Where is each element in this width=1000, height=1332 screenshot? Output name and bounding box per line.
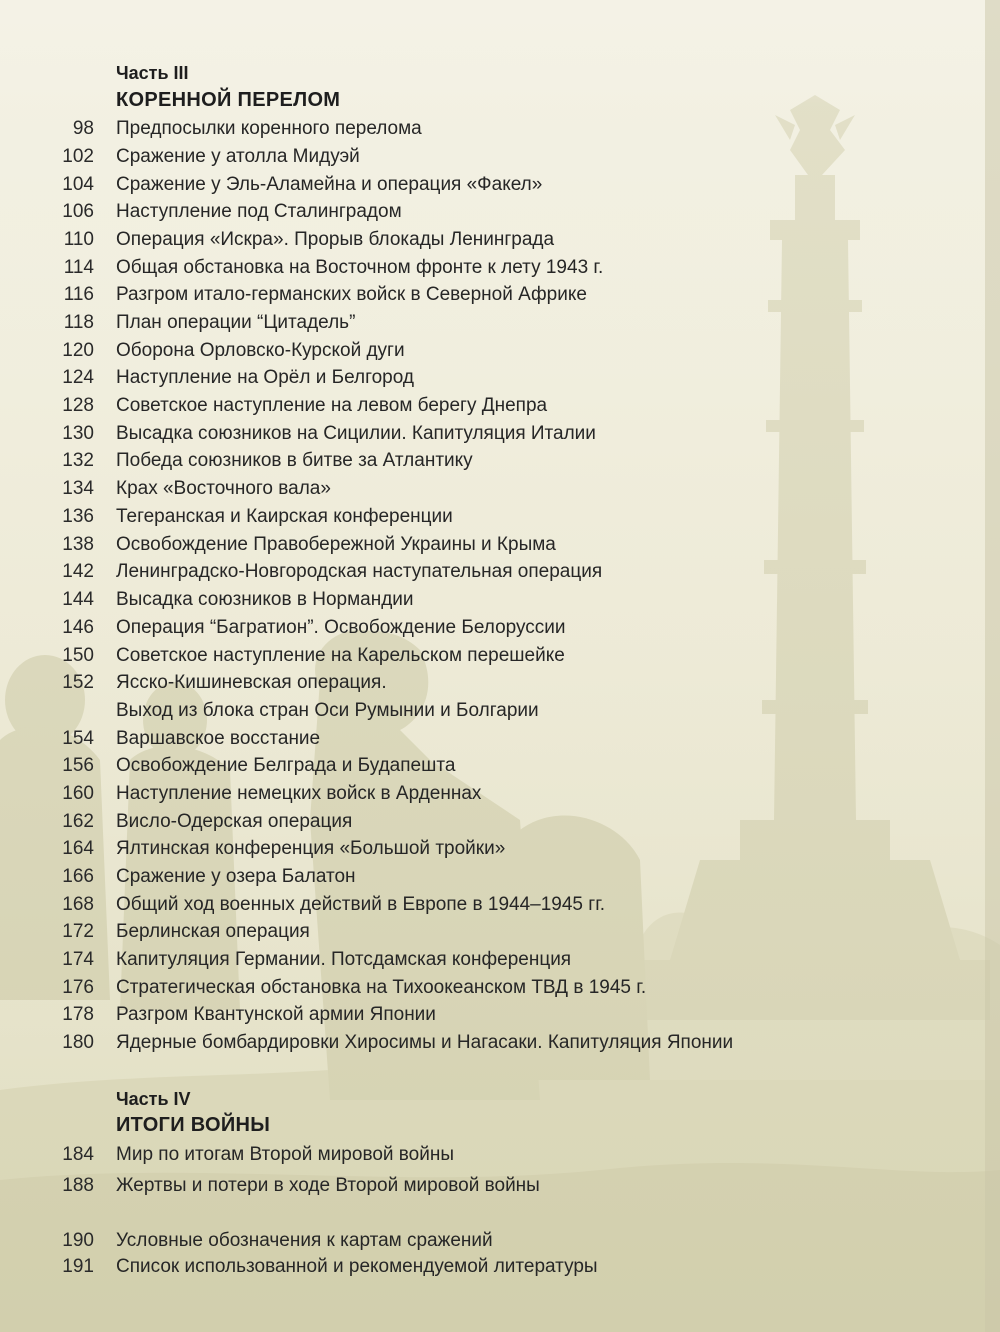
page-number: 184 — [62, 1144, 94, 1165]
entry-title: План операции “Цитадель” — [116, 312, 356, 333]
toc-entry[interactable] — [0, 447, 1000, 475]
entry-title: Висло-Одерская операция — [116, 811, 353, 832]
toc-entry[interactable] — [0, 254, 1000, 282]
entry-title: Стратегическая обстановка на Тихоокеанском ТВД в 1945 г. — [116, 977, 647, 998]
entry-title: Список использованной и рекомендуемой литературы — [116, 1256, 598, 1277]
page-number: 144 — [62, 589, 94, 610]
toc-entry[interactable] — [0, 281, 1000, 309]
entry-title: Советское наступление на Карельском перешейке — [116, 645, 565, 666]
toc-entry[interactable] — [0, 337, 1000, 365]
page-number: 154 — [62, 728, 94, 749]
entry-title: Наступление под Сталинградом — [116, 201, 402, 222]
page-number: 172 — [62, 921, 94, 942]
toc-entry[interactable] — [0, 171, 1000, 199]
part-3-title: КОРЕННОЙ ПЕРЕЛОМ — [116, 89, 341, 111]
part-3-label: Часть III — [116, 63, 189, 83]
toc-entry[interactable] — [0, 614, 1000, 642]
page-number: 174 — [62, 949, 94, 970]
toc-entry[interactable] — [0, 780, 1000, 808]
toc-entry[interactable] — [0, 891, 1000, 919]
toc-entry[interactable] — [0, 226, 1000, 254]
toc-entry[interactable] — [0, 669, 1000, 697]
entry-title: Высадка союзников на Сицилии. Капитуляция Италии — [116, 423, 596, 444]
entry-title: Ядерные бомбардировки Хиросимы и Нагасаки. Капитуляция Японии — [116, 1032, 734, 1053]
page-number: 114 — [63, 257, 94, 278]
toc-entry[interactable] — [0, 392, 1000, 420]
toc-entry[interactable] — [0, 143, 1000, 171]
page-number: 102 — [62, 146, 94, 167]
page-number: 132 — [62, 450, 94, 471]
entry-title: Мир по итогам Второй мировой войны — [116, 1144, 454, 1165]
toc-entry[interactable] — [0, 1172, 1000, 1200]
page-number: 188 — [62, 1175, 94, 1196]
toc-entry[interactable] — [0, 1227, 1000, 1255]
toc-entry[interactable] — [0, 918, 1000, 946]
entry-title: Оборона Орловско-Курской дуги — [116, 340, 405, 361]
entry-title: Варшавское восстание — [116, 728, 321, 749]
page-number: 110 — [63, 229, 94, 250]
entry-title: Жертвы и потери в ходе Второй мировой войны — [116, 1175, 540, 1196]
entry-title: Условные обозначения к картам сражений — [116, 1230, 493, 1251]
toc-entry[interactable] — [0, 808, 1000, 836]
page-number: 128 — [62, 395, 94, 416]
toc-entry[interactable] — [0, 1141, 1000, 1169]
page-number: 98 — [72, 118, 94, 139]
entry-title: Высадка союзников в Нормандии — [116, 589, 414, 610]
toc-entry[interactable] — [0, 752, 1000, 780]
toc-entry[interactable] — [0, 531, 1000, 559]
entry-title: Ялтинская конференция «Большой тройки» — [116, 838, 506, 859]
entry-title: Наступление немецких войск в Арденнах — [116, 783, 482, 804]
page-number: 168 — [62, 894, 94, 915]
page-number: 156 — [62, 755, 94, 776]
page-number: 166 — [62, 866, 94, 887]
part-4-label: Часть IV — [116, 1089, 191, 1109]
entry-title: Наступление на Орёл и Белгород — [116, 367, 414, 388]
entry-title: Общая обстановка на Восточном фронте к лету 1943 г. — [116, 257, 604, 278]
entry-title: Общий ход военных действий в Европе в 1944–1945 гг. — [116, 894, 606, 915]
toc-entry[interactable] — [0, 420, 1000, 448]
page-number: 124 — [62, 367, 94, 388]
toc-entry[interactable] — [0, 1029, 1000, 1057]
entry-title: Тегеранская и Каирская конференции — [116, 506, 453, 527]
toc-entry[interactable] — [0, 503, 1000, 531]
entry-title: Предпосылки коренного перелома — [116, 118, 422, 139]
entry-title: Берлинская операция — [116, 921, 310, 942]
page-number: 178 — [62, 1004, 94, 1025]
entry-title: Сражение у озера Балатон — [116, 866, 356, 887]
entry-title: Ясско-Кишиневская операция. — [116, 672, 387, 693]
page-number: 146 — [62, 617, 94, 638]
entry-title: Сражение у Эль-Аламейна и операция «Факел» — [116, 174, 543, 195]
toc-entry[interactable] — [0, 364, 1000, 392]
page-number: 152 — [62, 672, 94, 693]
entry-title: Разгром итало-германских войск в Северной Африке — [116, 284, 587, 305]
toc-entry[interactable] — [0, 642, 1000, 670]
toc-entry-continuation[interactable] — [0, 697, 1000, 725]
page-number: 150 — [62, 645, 94, 666]
page-number: 162 — [62, 811, 94, 832]
page-number: 136 — [62, 506, 94, 527]
entry-title: Капитуляция Германии. Потсдамская конференция — [116, 949, 572, 970]
entry-title: Крах «Восточного вала» — [116, 478, 331, 499]
toc-entry[interactable] — [0, 586, 1000, 614]
entry-title: Операция «Искра». Прорыв блокады Ленинграда — [116, 229, 555, 250]
entry-title: Разгром Квантунской армии Японии — [116, 1004, 436, 1025]
page-number: 164 — [62, 838, 94, 859]
page-number: 190 — [62, 1230, 94, 1251]
entry-title: Выход из блока стран Оси Румынии и Болгарии — [116, 700, 539, 721]
page-number: 116 — [63, 284, 94, 305]
toc-entry[interactable] — [0, 946, 1000, 974]
toc-entry[interactable] — [0, 198, 1000, 226]
toc-entry[interactable] — [0, 974, 1000, 1002]
toc-entry[interactable] — [0, 1001, 1000, 1029]
toc-entry[interactable] — [0, 1253, 1000, 1281]
entry-title: Сражение у атолла Мидуэй — [116, 146, 360, 167]
toc-entry[interactable] — [0, 725, 1000, 753]
page-number: 134 — [62, 478, 94, 499]
toc-entry[interactable] — [0, 835, 1000, 863]
entry-title: Советское наступление на левом берегу Днепра — [116, 395, 548, 416]
page-number: 176 — [62, 977, 94, 998]
page-number: 120 — [62, 340, 94, 361]
page-number: 142 — [62, 561, 94, 582]
entry-title: Ленинградско-Новгородская наступательная операция — [116, 561, 603, 582]
page-number: 180 — [62, 1032, 94, 1053]
page-number: 130 — [62, 423, 94, 444]
toc-entry[interactable] — [0, 309, 1000, 337]
part-4-title: ИТОГИ ВОЙНЫ — [116, 1114, 271, 1136]
entry-title: Освобождение Белграда и Будапешта — [116, 755, 456, 776]
toc-entry[interactable] — [0, 115, 1000, 143]
page-number: 138 — [62, 534, 94, 555]
toc-entry[interactable] — [0, 558, 1000, 586]
toc-entry[interactable] — [0, 475, 1000, 503]
page-number: 104 — [62, 174, 94, 195]
page-number: 118 — [63, 312, 94, 333]
page-number: 106 — [62, 201, 94, 222]
page-number: 191 — [62, 1256, 94, 1277]
entry-title: Операция “Багратион”. Освобождение Белоруссии — [116, 617, 566, 638]
toc-entry[interactable] — [0, 863, 1000, 891]
page-number: 160 — [62, 783, 94, 804]
entry-title: Освобождение Правобережной Украины и Крыма — [116, 534, 556, 555]
entry-title: Победа союзников в битве за Атлантику — [116, 450, 473, 471]
